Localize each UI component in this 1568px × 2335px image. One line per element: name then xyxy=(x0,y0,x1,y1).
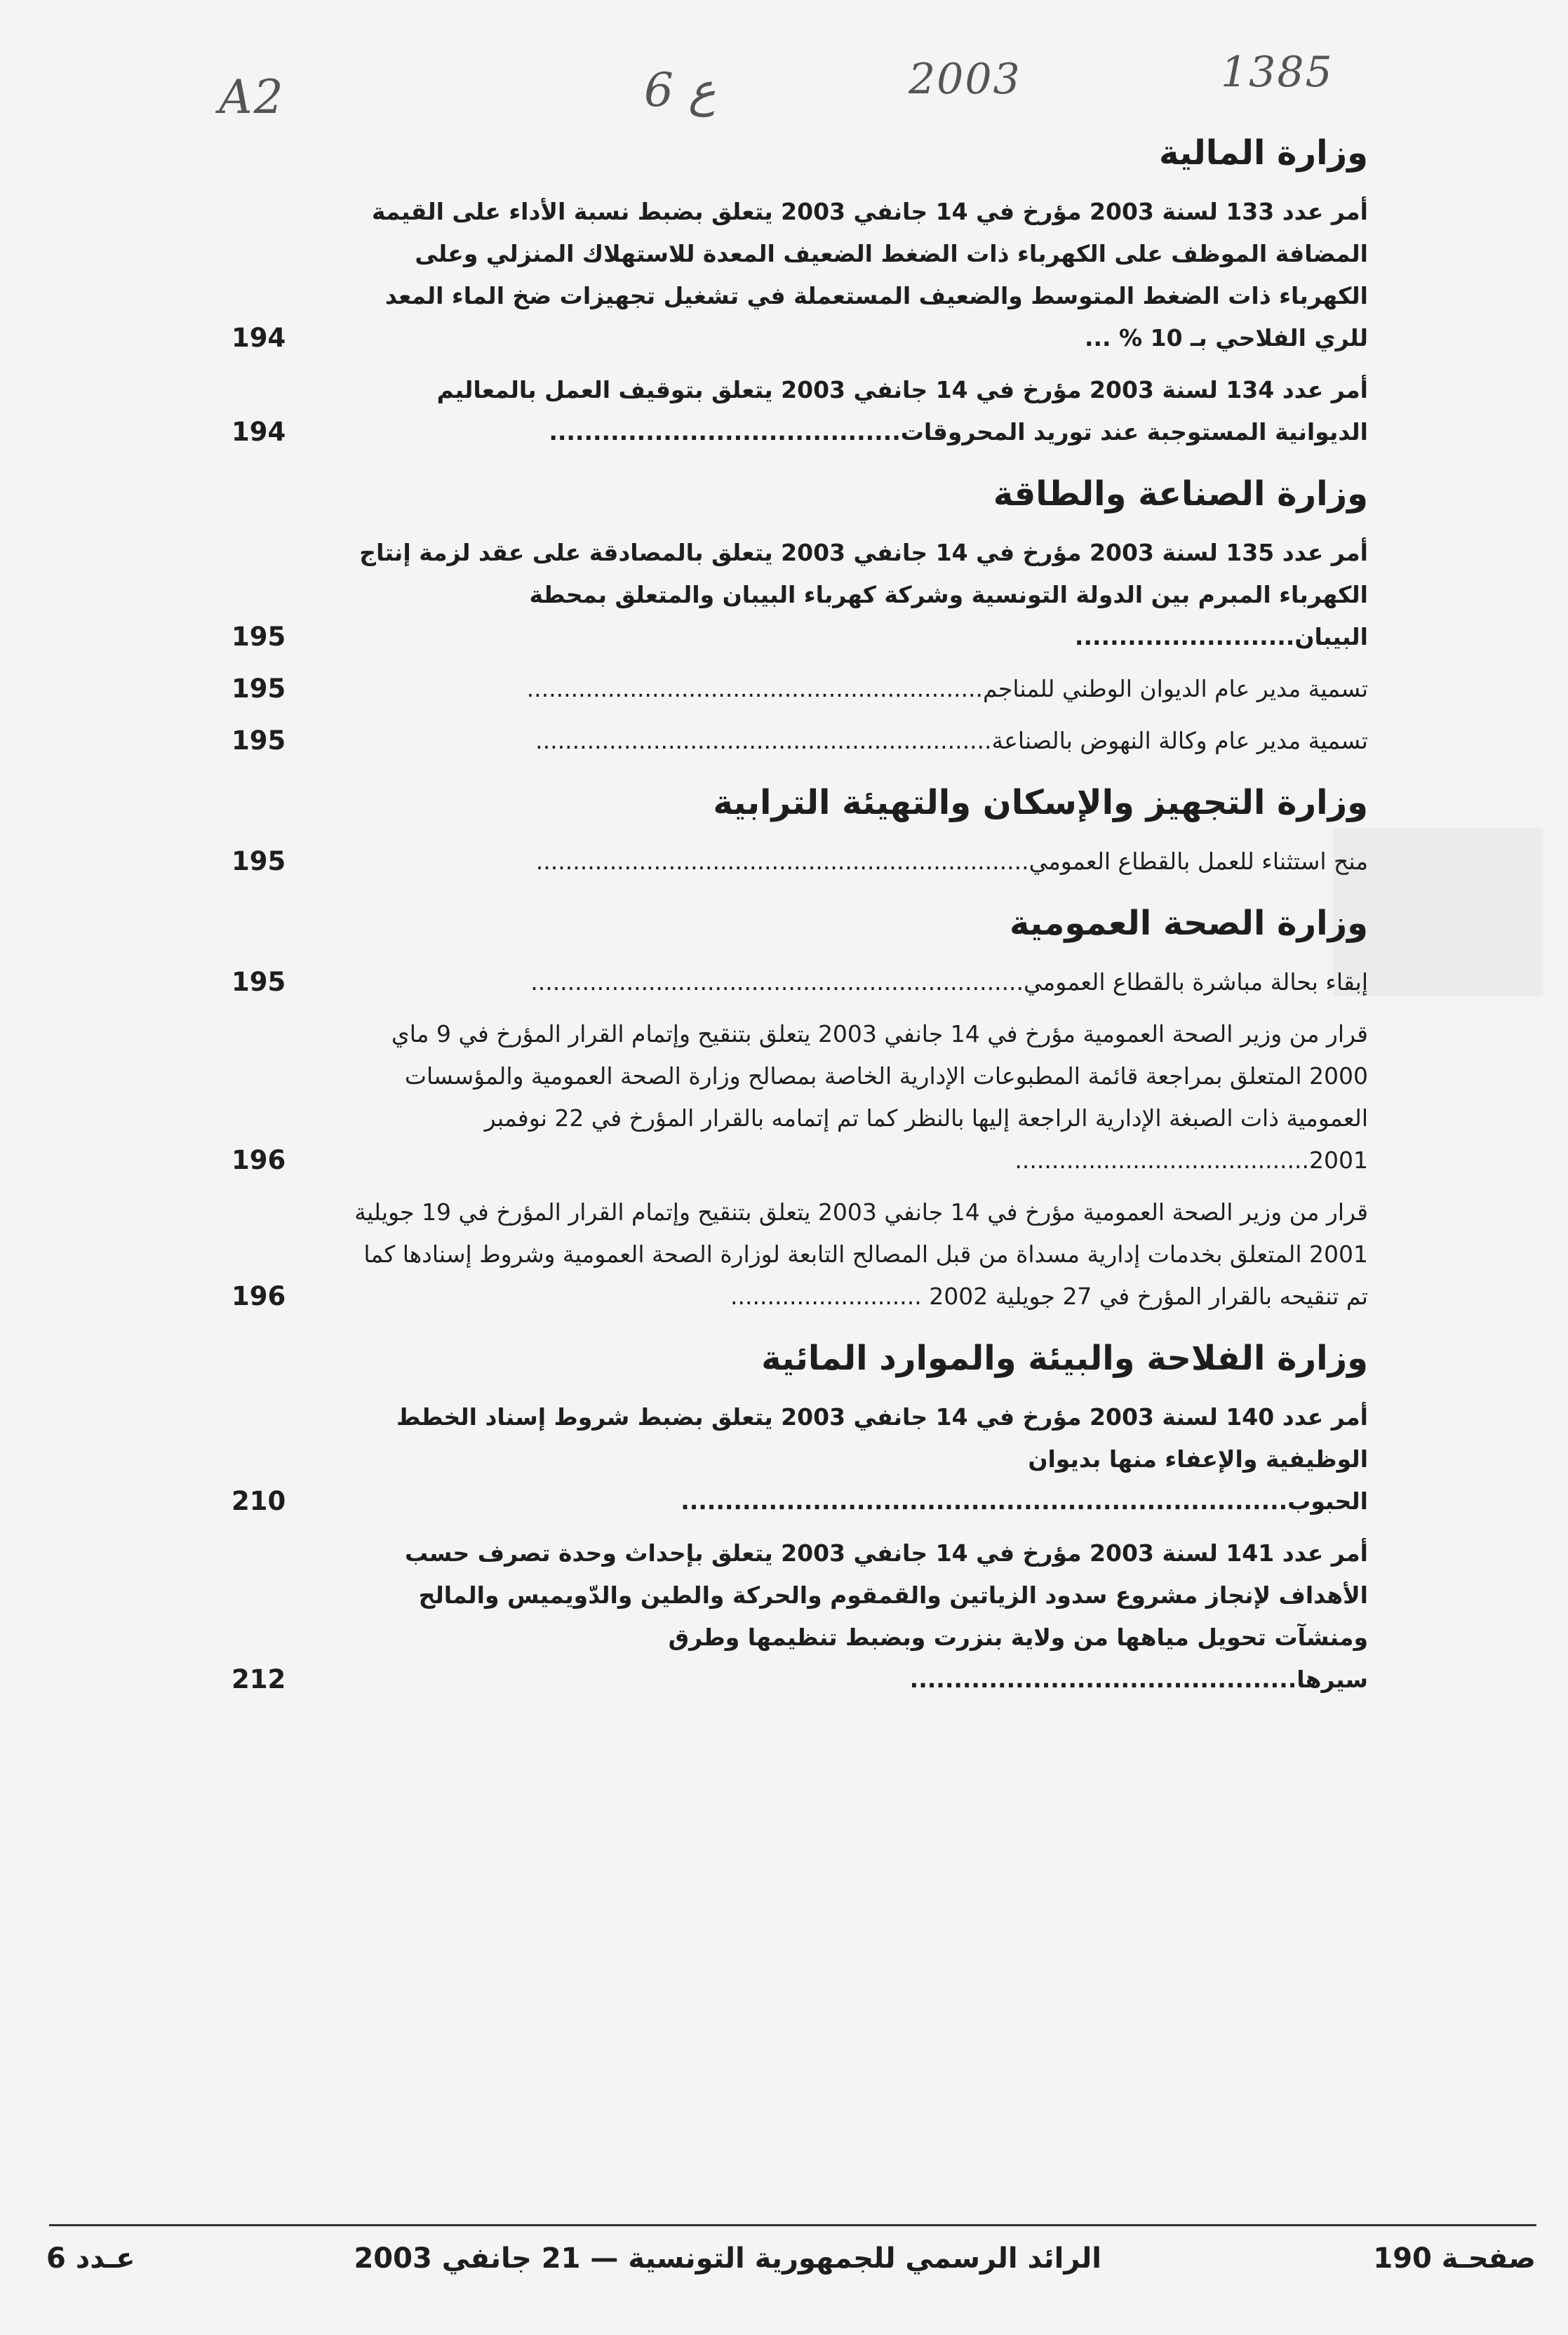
footer-divider xyxy=(49,2224,1536,2226)
toc-entry xyxy=(232,191,1368,359)
entry-page-number: 196 xyxy=(232,1281,286,1311)
section-finance xyxy=(232,131,1368,453)
section-title: وزارة الصناعة والطاقة xyxy=(993,474,1368,514)
section-public-health xyxy=(232,901,1368,1318)
entry-page-number: 210 xyxy=(232,1486,286,1516)
entry-page-number: 195 xyxy=(232,725,286,756)
table-of-contents xyxy=(232,112,1368,1711)
section-title: وزارة الصحة العمومية xyxy=(1009,904,1368,943)
entry-text: تسمية مدير عام الديوان الوطني للمناجم.............................................................. xyxy=(526,675,1368,702)
entry-text: أمر عدد 134 لسنة 2003 مؤرخ في 14 جانفي 2003 يتعلق بتوقيف العمل بالمعاليم الديوانية المستوجبة عند توريد المحروقات........................................ xyxy=(436,376,1368,446)
section-agriculture-environment xyxy=(232,1336,1368,1701)
handwritten-note-number: 1385 xyxy=(1221,48,1334,97)
toc-entry xyxy=(232,532,1368,658)
section-industry-energy xyxy=(232,471,1368,762)
handwritten-note-year: 2003 xyxy=(909,55,1021,104)
toc-entry xyxy=(232,1191,1368,1318)
entry-text: أمر عدد 141 لسنة 2003 مؤرخ في 14 جانفي 2003 يتعلق بإحداث وحدة تصرف حسب الأهداف لإنجاز مشروع سدود الزياتين والقمقوم والحركة والطين والدّويميس والمالح ومنشآت تحويل مياهها من ولاية بنزرت وبضبط تنظيمها وطرق سيرها............................................ xyxy=(405,1539,1368,1693)
entry-page-number: 194 xyxy=(232,417,286,447)
toc-entry xyxy=(232,668,1368,710)
toc-entry xyxy=(232,1013,1368,1182)
entry-page-number: 195 xyxy=(232,967,286,997)
entry-text: أمر عدد 135 لسنة 2003 مؤرخ في 14 جانفي 2003 يتعلق بالمصادقة على عقد لزمة إنتاج الكهرباء المبرم بين الدولة التونسية وشركة كهرباء البيبان والمتعلق بمحطة البيبان......................... xyxy=(359,539,1368,650)
toc-entry xyxy=(232,841,1368,883)
entry-text: تسمية مدير عام وكالة النهوض بالصناعة.............................................................. xyxy=(535,727,1368,754)
toc-entry xyxy=(232,720,1368,762)
footer-page-number: صفحـة 190 xyxy=(1373,2242,1536,2275)
handwritten-note-issue: 6 ع xyxy=(644,63,716,117)
entry-text: قرار من وزير الصحة العمومية مؤرخ في 14 جانفي 2003 يتعلق بتنقيح وإتمام القرار المؤرخ في 9 ماي 2000 المتعلق بمراجعة قائمة المطبوعات الإدارية الخاصة بمصالح وزارة الصحة العمومية والمؤسسات العمومية ذات الصبغة الإدارية الراجعة إليها بالنظر كما تم إتمامه بالقرار المؤرخ في 22 نوفمبر 2001........................................ xyxy=(391,1020,1368,1174)
entry-text: أمر عدد 133 لسنة 2003 مؤرخ في 14 جانفي 2003 يتعلق بضبط نسبة الأداء على القيمة المضافة الموظف على الكهرباء ذات الضغط الضعيف المعدة للاستهلاك المنزلي وعلى الكهرباء ذات الضغط المتوسط والضعيف المستعملة في تشغيل تجهيزات ضخ الماء المعد للري الفلاحي بـ 10 % ... xyxy=(371,198,1368,352)
entry-page-number: 212 xyxy=(232,1664,286,1694)
entry-page-number: 194 xyxy=(232,323,286,353)
section-equipment-housing xyxy=(232,780,1368,883)
entry-page-number: 195 xyxy=(232,674,286,704)
footer-journal-title: الرائد الرسمي للجمهورية التونسية — 21 جانفي 2003 xyxy=(354,2242,1101,2275)
toc-entry xyxy=(232,369,1368,453)
section-title: وزارة الفلاحة والبيئة والموارد المائية xyxy=(761,1339,1368,1378)
toc-entry xyxy=(232,961,1368,1003)
toc-entry xyxy=(232,1396,1368,1523)
entry-text: أمر عدد 140 لسنة 2003 مؤرخ في 14 جانفي 2003 يتعلق بضبط شروط إسناد الخطط الوظيفية والإعفاء منها بديوان الحبوب..................................................................... xyxy=(396,1403,1368,1515)
entry-page-number: 196 xyxy=(232,1145,286,1175)
entry-page-number: 195 xyxy=(232,622,286,652)
entry-text: إبقاء بحالة مباشرة بالقطاع العمومي................................................................... xyxy=(530,968,1368,996)
entry-text: منح استثناء للعمل بالقطاع العمومي................................................................... xyxy=(535,848,1368,875)
footer-issue-number: عـدد 6 xyxy=(46,2242,135,2275)
section-title: وزارة المالية xyxy=(1158,133,1368,173)
entry-text: قرار من وزير الصحة العمومية مؤرخ في 14 جانفي 2003 يتعلق بتنقيح وإتمام القرار المؤرخ في 19 جويلية 2001 المتعلق بخدمات إدارية مسداة من قبل المصالح التابعة لوزارة الصحة العمومية وشروط إسنادها كما تم تنقيحه بالقرار المؤرخ في 27 جويلية 2002 .......................... xyxy=(354,1198,1368,1310)
section-title: وزارة التجهيز والإسكان والتهيئة الترابية xyxy=(713,783,1368,822)
entry-page-number: 195 xyxy=(232,846,286,876)
handwritten-note-a: A2 xyxy=(219,70,285,124)
toc-entry xyxy=(232,1532,1368,1701)
